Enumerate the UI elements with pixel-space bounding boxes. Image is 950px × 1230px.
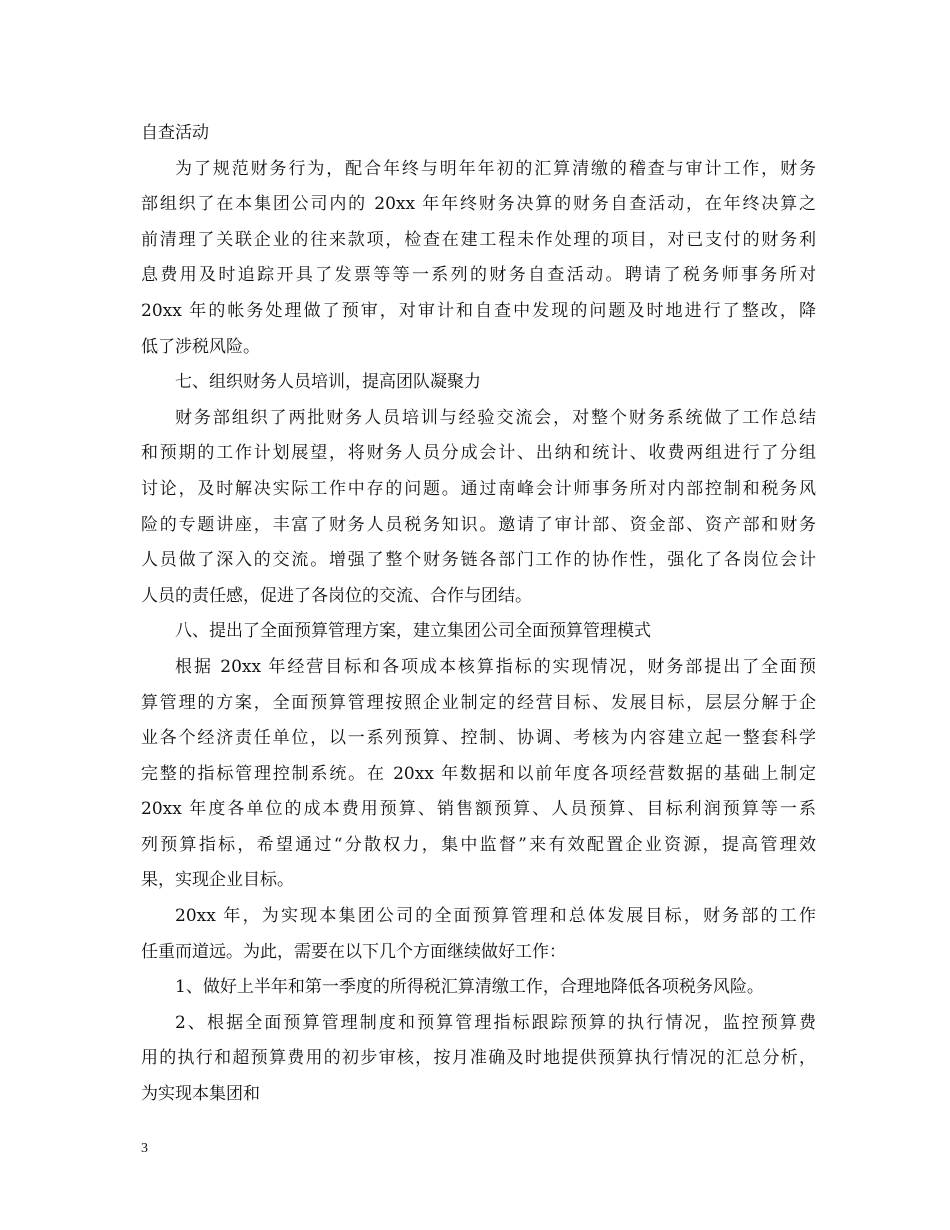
paragraph-line: 任重而道远。为此，需要在以下几个方面继续做好工作： (141, 941, 566, 962)
list-item: 1、做好上半年和第一季度的所得税汇算清缴工作，合理地降低各项税务风险。 (175, 977, 764, 998)
paragraph-line: 算管理的方案，全面预算管理按照企业制定的经营目标、发展目标，层层分解于企 (141, 692, 816, 713)
paragraph-line: 低了涉税风险。 (141, 336, 260, 357)
paragraph-line: 业各个经济责任单位，以一系列预算、控制、协调、考核为内容建立起一整套科学 (141, 728, 816, 749)
paragraph-line: 20xx 年的帐务处理做了预审，对审计和自查中发现的问题及时地进行了整改，降 (141, 300, 816, 321)
document-body (141, 116, 816, 1113)
paragraph-line: 列预算指标，希望通过“分散权力，集中监督”来有效配置企业资源，提高管理效 (141, 834, 816, 855)
paragraph-line: 讨论，及时解决实际工作中存的问题。通过南峰会计师事务所对内部控制和税务风 (141, 478, 816, 499)
paragraph-line: 完整的指标管理控制系统。在 20xx 年数据和以前年度各项经营数据的基础上制定 (141, 763, 816, 784)
paragraph-line: 人员的责任感，促进了各岗位的交流、合作与团结。 (141, 585, 532, 606)
paragraph-line: 息费用及时追踪开具了发票等等一系列的财务自查活动。聘请了税务师事务所对 (141, 265, 816, 286)
paragraph-line: 为了规范财务行为，配合年终与明年年初的汇算清缴的稽查与审计工作，财务 (175, 158, 816, 179)
paragraph-line: 险的专题讲座，丰富了财务人员税务知识。邀请了审计部、资金部、资产部和财务 (141, 514, 816, 535)
paragraph-line: 果，实现企业目标。 (141, 870, 294, 891)
paragraph-line: 财务部组织了两批财务人员培训与经验交流会，对整个财务系统做了工作总结 (175, 407, 816, 428)
list-item: 2、根据全面预算管理制度和预算管理指标跟踪预算的执行情况，监控预算费 (175, 1012, 816, 1033)
paragraph-line: 和预期的工作计划展望，将财务人员分成会计、出纳和统计、收费两组进行了分组 (141, 443, 816, 464)
paragraph-line: 人员做了深入的交流。增强了整个财务链各部门工作的协作性，强化了各岗位会计 (141, 550, 816, 571)
paragraph-line: 前清理了关联企业的往来款项，检查在建工程未作处理的项目，对已支付的财务利 (141, 229, 816, 250)
paragraph-line: 根据 20xx 年经营目标和各项成本核算指标的实现情况，财务部提出了全面预 (175, 656, 816, 677)
section-heading: 八、提出了全面预算管理方案，建立集团公司全面预算管理模式 (175, 621, 651, 642)
paragraph-line: 20xx 年，为实现本集团公司的全面预算管理和总体发展目标，财务部的工作 (175, 906, 816, 927)
section-heading: 七、组织财务人员培训，提高团队凝聚力 (175, 372, 481, 393)
paragraph-line: 部组织了在本集团公司内的 20xx 年年终财务决算的财务自查活动，在年终决算之 (141, 194, 816, 215)
paragraph-line: 用的执行和超预算费用的初步审核，按月准确及时地提供预算执行情况的汇总分析， (141, 1048, 816, 1069)
paragraph-line: 自查活动 (141, 123, 209, 143)
page-number: 3 (141, 1141, 148, 1156)
paragraph-line: 20xx 年度各单位的成本费用预算、销售额预算、人员预算、目标利润预算等一系 (141, 799, 816, 820)
paragraph-line: 为实现本集团和 (141, 1084, 260, 1105)
